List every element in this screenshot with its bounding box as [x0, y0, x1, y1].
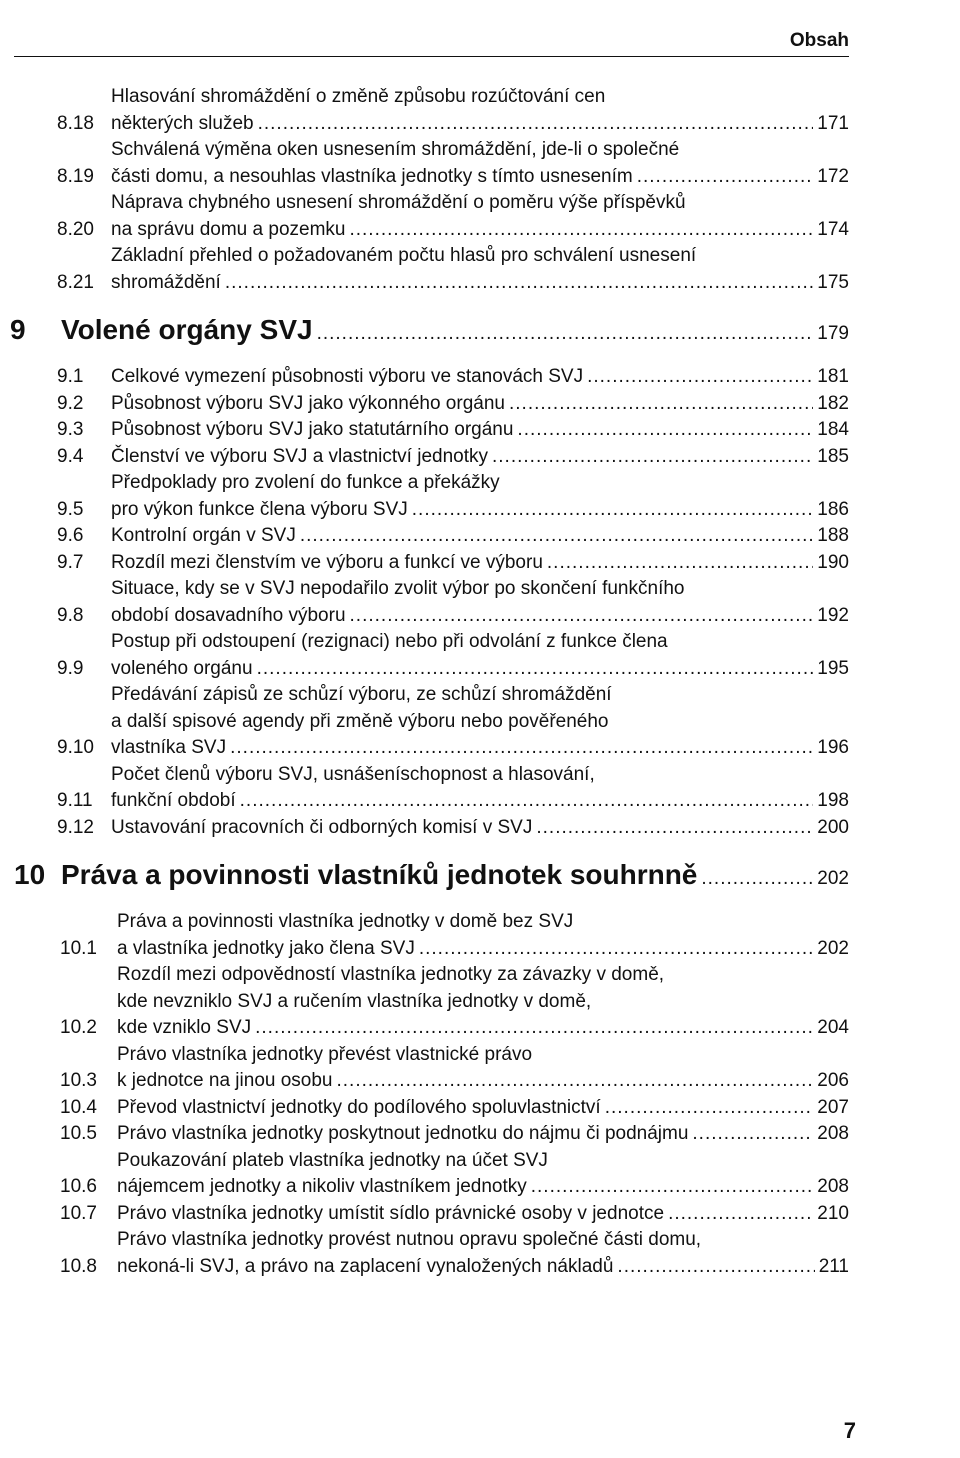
chapter-number: 10 — [14, 859, 46, 890]
entry-page: 190 — [817, 551, 849, 573]
entry-body — [111, 523, 849, 550]
entry-title-line: Práva a povinnosti vlastníka jednotky v domě bez SVJ — [117, 911, 574, 932]
dot-leader — [240, 788, 814, 815]
entry-page: 188 — [817, 525, 849, 546]
entry-last-line — [117, 1121, 849, 1148]
entry-last-line — [111, 550, 849, 577]
entry-body — [117, 1201, 849, 1228]
entry-number: 10.5 — [60, 1123, 97, 1144]
toc-entry[interactable] — [0, 629, 960, 682]
toc-entry[interactable] — [0, 682, 960, 762]
entry-page: 186 — [817, 498, 849, 520]
entry-number: 9.12 — [57, 816, 94, 838]
entry-body — [117, 1095, 849, 1122]
dot-leader — [419, 936, 813, 963]
entry-title-line: Právo vlastníka jednotky převést vlastnické právo — [117, 1043, 533, 1065]
toc-entry[interactable] — [0, 762, 960, 815]
dot-leader — [536, 815, 813, 842]
toc-entry[interactable] — [0, 550, 960, 577]
entry-body — [111, 417, 849, 444]
entry-page: 198 — [817, 790, 849, 811]
entry-number: 9.4 — [57, 445, 84, 467]
entry-body — [111, 762, 849, 815]
entry-title-line: Právo vlastníka jednotky poskytnout jednotku do nájmu či podnájmu — [117, 1123, 689, 1144]
entry-title-line: části domu, a nesouhlas vlastníka jednotky s tímto usnesením — [111, 165, 633, 187]
dot-leader — [587, 364, 813, 391]
entry-title-line: některých služeb — [111, 112, 254, 134]
dot-leader — [492, 444, 813, 471]
toc-entry[interactable] — [0, 1201, 960, 1228]
chapter-heading-10[interactable] — [0, 859, 960, 891]
entry-last-line — [111, 603, 849, 630]
toc-entry[interactable] — [0, 470, 960, 523]
entry-number: 10.2 — [60, 1017, 97, 1038]
entry-title-line: Rozdíl mezi odpovědností vlastníka jednotky za závazky v domě, — [117, 964, 665, 985]
entry-last-line — [117, 936, 849, 963]
entry-page: 174 — [817, 218, 849, 240]
entry-page: 184 — [817, 419, 849, 440]
entry-last-line — [111, 815, 849, 842]
entry-title-line: Právo vlastníka jednotky umístit sídlo právnické osoby v jednotce — [117, 1202, 665, 1224]
entry-body — [111, 682, 849, 762]
entry-last-line — [111, 656, 849, 683]
entry-number: 9.9 — [57, 657, 84, 679]
dot-leader — [701, 868, 813, 890]
dot-leader — [337, 1068, 814, 1095]
entry-last-line — [117, 1254, 849, 1281]
dot-leader — [349, 217, 813, 244]
entry-title-line: Předpoklady pro zvolení do funkce a překážky — [111, 472, 500, 493]
entry-page: 210 — [817, 1202, 849, 1224]
entry-title-line: Působnost výboru SVJ jako statutárního orgánu — [111, 419, 514, 440]
toc-entry[interactable] — [0, 364, 960, 391]
entry-last-line — [117, 1015, 849, 1042]
entry-body — [117, 1121, 849, 1148]
entry-last-line — [117, 1174, 849, 1201]
entry-page: 200 — [817, 816, 849, 838]
toc-entry[interactable] — [0, 1042, 960, 1095]
entry-number: 8.20 — [57, 218, 94, 240]
entry-title-line: voleného orgánu — [111, 657, 253, 679]
entry-page: 202 — [817, 937, 849, 959]
entry-title-line: k jednotce na jinou osobu — [117, 1070, 333, 1091]
entry-last-line — [111, 270, 849, 297]
entry-last-line — [117, 1068, 849, 1095]
entry-title-line: a další spisové agendy při změně výboru nebo pověřeného — [111, 710, 609, 732]
toc-entry[interactable] — [0, 137, 960, 190]
section-8-entries — [0, 84, 960, 296]
dot-leader — [509, 391, 813, 418]
entry-last-line — [111, 497, 849, 524]
chapter-heading-9[interactable] — [0, 314, 960, 346]
entry-body — [111, 243, 849, 296]
entry-body — [111, 190, 849, 243]
entry-title-line: Celkové vymezení působnosti výboru ve stanovách SVJ — [111, 366, 584, 387]
entry-page: 182 — [817, 392, 849, 414]
toc-entry[interactable] — [0, 444, 960, 471]
entry-page: 206 — [817, 1070, 849, 1091]
entry-last-line — [111, 217, 849, 244]
dot-leader — [517, 417, 813, 444]
header-rule — [14, 56, 849, 57]
toc-entry[interactable] — [0, 1095, 960, 1122]
entry-title-line: Schválená výměna oken usnesením shromáždění, jde-li o společné — [111, 139, 680, 160]
entry-body — [111, 84, 849, 137]
entry-last-line — [111, 735, 849, 762]
entry-title-line: a vlastníka jednotky jako člena SVJ — [117, 937, 415, 959]
entry-number: 9.3 — [57, 419, 84, 440]
section-9-entries — [0, 364, 960, 841]
entry-body — [111, 629, 849, 682]
entry-body — [111, 137, 849, 190]
entry-page: 204 — [817, 1017, 849, 1038]
chapter-title: Práva a povinnosti vlastníků jednotek souhrnně — [61, 859, 698, 890]
toc-entry[interactable] — [0, 909, 960, 962]
entry-title-line: nekoná-li SVJ, a právo na zaplacení vynaložených nákladů — [117, 1255, 614, 1277]
entry-title-line: Působnost výboru SVJ jako výkonného orgánu — [111, 392, 505, 414]
entry-title-line: na správu domu a pozemku — [111, 218, 346, 240]
entry-number: 10.8 — [60, 1255, 97, 1277]
entry-title-line: shromáždění — [111, 271, 221, 293]
section-10-entries — [0, 909, 960, 1280]
entry-number: 10.7 — [60, 1202, 97, 1224]
entry-title-line: Základní přehled o požadovaném počtu hlasů pro schválení usnesení — [111, 245, 697, 266]
chapter-title: Volené orgány SVJ — [61, 314, 313, 345]
entry-body — [117, 1148, 849, 1201]
entry-page: 185 — [817, 445, 849, 467]
entry-page: 208 — [817, 1123, 849, 1144]
toc-entry[interactable] — [0, 815, 960, 842]
entry-number: 9.11 — [57, 790, 93, 811]
page-number: 7 — [843, 1418, 856, 1443]
dot-leader — [547, 550, 813, 577]
dot-leader — [257, 656, 814, 683]
entry-title-line: funkční období — [111, 790, 236, 811]
dot-leader — [605, 1095, 814, 1122]
entry-title-line: nájemcem jednotky a nikoliv vlastníkem jednotky — [117, 1176, 527, 1197]
entry-body — [111, 470, 849, 523]
entry-title-line: Počet členů výboru SVJ, usnášeníschopnost a hlasování, — [111, 763, 595, 785]
toc-entry[interactable] — [0, 523, 960, 550]
entry-title-line: Převod vlastnictví jednotky do podílového spoluvlastnictví — [117, 1096, 601, 1118]
toc-entry[interactable] — [0, 576, 960, 629]
entry-title-line: období dosavadního výboru — [111, 604, 346, 626]
chapter-body — [61, 314, 849, 346]
entry-title-line: Náprava chybného usnesení shromáždění o poměru výše příspěvků — [111, 192, 686, 213]
entry-number: 9.7 — [57, 551, 84, 573]
entry-title-line: Ustavování pracovních či odborných komisí v SVJ — [111, 816, 533, 838]
toc-entry[interactable] — [0, 1148, 960, 1201]
toc-entry[interactable] — [0, 84, 960, 137]
entry-title-line: Rozdíl mezi členstvím ve výboru a funkcí ve výboru — [111, 551, 543, 573]
entry-number: 9.1 — [57, 366, 84, 387]
entry-body — [111, 815, 849, 842]
toc-entry[interactable] — [0, 1121, 960, 1148]
entry-last-line — [111, 364, 849, 391]
toc-entry[interactable] — [0, 391, 960, 418]
entry-body — [111, 550, 849, 577]
dot-leader — [617, 1254, 814, 1281]
entry-title-line: kde vzniklo SVJ — [117, 1017, 252, 1038]
entry-number: 10.4 — [60, 1096, 97, 1118]
dot-leader — [225, 270, 813, 297]
entry-body — [111, 444, 849, 471]
entry-body — [117, 1042, 849, 1095]
entry-body — [117, 1227, 849, 1280]
chapter-page: 179 — [817, 323, 849, 344]
entry-title-line: Poukazování plateb vlastníka jednotky na účet SVJ — [117, 1149, 548, 1171]
entry-number: 9.10 — [57, 737, 94, 758]
dot-leader — [300, 523, 813, 550]
dot-leader — [668, 1201, 813, 1228]
entry-title-line: Hlasování shromáždění o změně způsobu rozúčtování cen — [111, 86, 606, 107]
entry-page: 192 — [817, 604, 849, 626]
dot-leader — [317, 323, 814, 345]
entry-body — [111, 364, 849, 391]
running-header-title: Obsah — [789, 30, 849, 51]
entry-title-line: Postup při odstoupení (rezignaci) nebo při odvolání z funkce člena — [111, 631, 668, 652]
dot-leader — [637, 164, 814, 191]
entry-number: 8.18 — [57, 112, 94, 134]
toc-entry[interactable] — [0, 962, 960, 1042]
entry-page: 196 — [817, 737, 849, 758]
entry-last-line — [111, 417, 849, 444]
entry-page: 195 — [817, 657, 849, 679]
dot-leader — [230, 735, 813, 762]
entry-title-line: kde nevzniklo SVJ a ručením vlastníka jednotky v domě, — [117, 990, 592, 1012]
entry-last-line — [111, 788, 849, 815]
dot-leader — [350, 603, 814, 630]
entry-last-line — [111, 164, 849, 191]
entry-last-line — [111, 111, 849, 138]
entry-body — [111, 576, 849, 629]
entry-last-line — [111, 444, 849, 471]
entry-number: 8.19 — [57, 165, 94, 187]
entry-page: 175 — [817, 271, 849, 293]
chapter-body — [61, 859, 849, 891]
dot-leader — [255, 1015, 813, 1042]
entry-body — [111, 391, 849, 418]
entry-page: 172 — [817, 165, 849, 187]
entry-page: 181 — [817, 366, 849, 387]
toc-entry[interactable] — [0, 190, 960, 243]
toc-entry[interactable] — [0, 417, 960, 444]
dot-leader — [258, 111, 814, 138]
dot-leader — [531, 1174, 814, 1201]
chapter-page: 202 — [817, 868, 849, 889]
entry-number: 9.5 — [57, 498, 84, 520]
entry-number: 10.1 — [60, 937, 97, 959]
entry-title-line: Členství ve výboru SVJ a vlastnictví jednotky — [111, 445, 488, 467]
entry-body — [117, 962, 849, 1042]
dot-leader — [412, 497, 814, 524]
entry-last-line — [117, 1095, 849, 1122]
entry-page: 211 — [818, 1255, 849, 1277]
entry-number: 10.3 — [60, 1070, 97, 1091]
dot-leader — [692, 1121, 813, 1148]
entry-page: 207 — [817, 1096, 849, 1118]
table-of-contents — [0, 84, 960, 1280]
entry-title-line: Právo vlastníka jednotky provést nutnou opravu společné části domu, — [117, 1229, 702, 1250]
entry-page: 171 — [817, 112, 849, 134]
entry-number: 9.2 — [57, 392, 84, 414]
entry-number: 9.6 — [57, 525, 84, 546]
entry-number: 9.8 — [57, 604, 84, 626]
entry-last-line — [117, 1201, 849, 1228]
toc-entry[interactable] — [0, 1227, 960, 1280]
entry-title-line: pro výkon funkce člena výboru SVJ — [111, 498, 408, 520]
entry-title-line: Kontrolní orgán v SVJ — [111, 525, 296, 546]
chapter-number: 9 — [10, 314, 26, 345]
entry-last-line — [111, 391, 849, 418]
entry-title-line: Situace, kdy se v SVJ nepodařilo zvolit výbor po skončení funkčního — [111, 578, 685, 599]
entry-number: 8.21 — [57, 271, 94, 293]
entry-last-line — [111, 523, 849, 550]
toc-entry[interactable] — [0, 243, 960, 296]
entry-number: 10.6 — [60, 1176, 97, 1197]
entry-page: 208 — [817, 1176, 849, 1197]
entry-body — [117, 909, 849, 962]
entry-title-line: vlastníka SVJ — [111, 737, 227, 758]
entry-title-line: Předávání zápisů ze schůzí výboru, ze schůzí shromáždění — [111, 684, 612, 705]
